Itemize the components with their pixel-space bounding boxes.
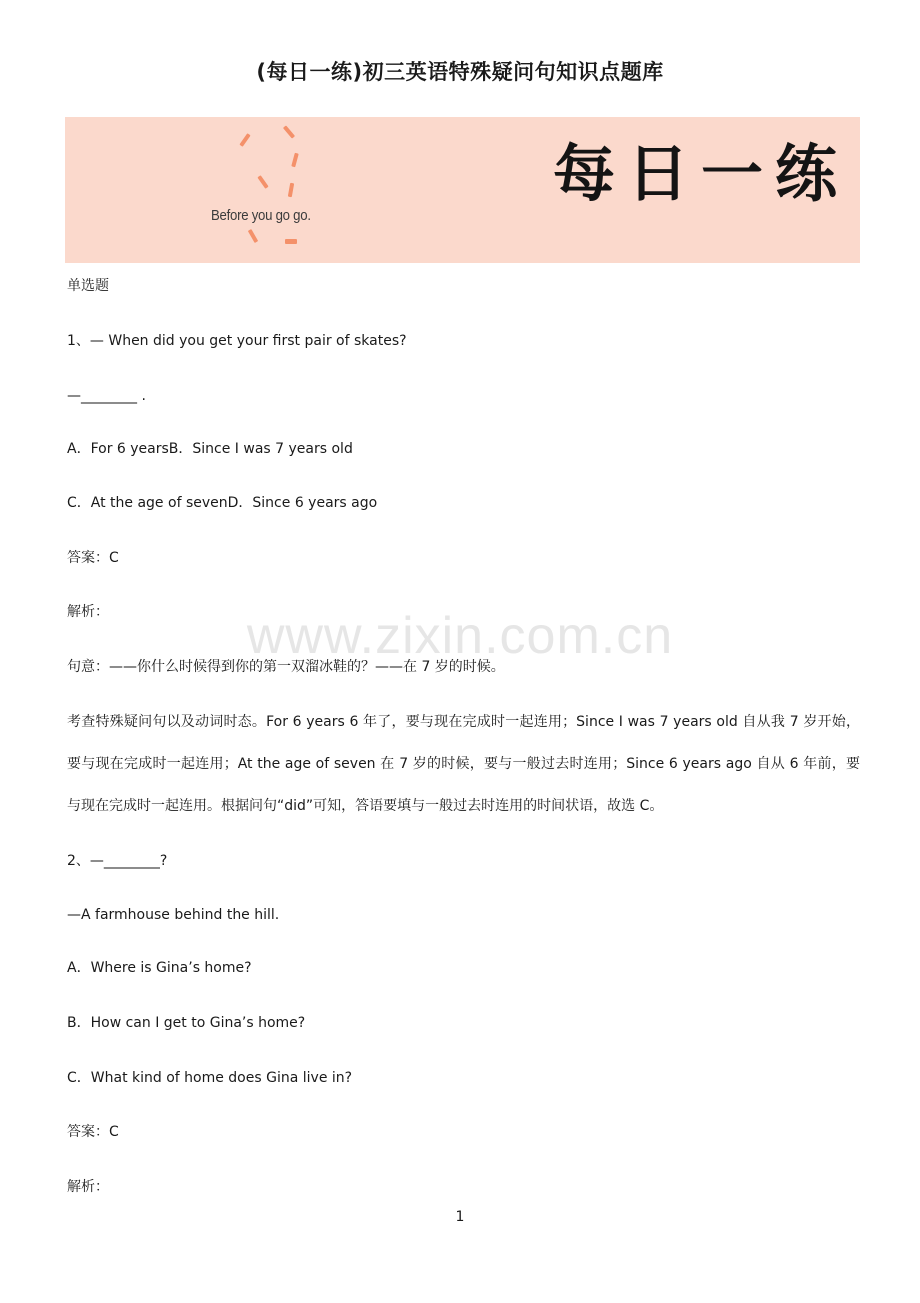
decor-dash-icon [288,183,294,197]
q1-stem: 1、— When did you get your first pair of skates? [67,333,407,349]
q1-options-ab: A．For 6 yearsB．Since I was 7 years old [67,441,353,457]
header-banner [65,117,860,263]
decor-dash-icon [239,133,250,147]
q2-stem: 2、—________? [67,853,168,869]
decor-dash-icon [285,239,297,244]
q1-meaning: 句意：——你什么时候得到你的第一双溜冰鞋的？——在 7 岁的时候。 [67,659,505,675]
q1-explanation: 考查特殊疑问句以及动词时态。For 6 years 6 年了，要与现在完成时一起连用；Since I was 7 years old 自从我 7 岁开始，要与现在完成时一起连用；At the age of seven 在 7 岁的时候，要与一般过去时连用；Since 6 years ago 自从 6 年前，要与现在完成时一起连用。根据问句“did”可知，答语要填与一般过去时连用的时间状语，故选 C。 [67,714,860,814]
decor-dash-icon [257,175,268,189]
q1-analysis-label: 解析： [67,604,109,620]
q1-blank: —________ . [67,388,146,404]
decor-dash-icon [248,229,258,243]
q2-answer: 答案：C [67,1124,119,1140]
q2-analysis-label: 解析： [67,1179,109,1195]
banner-tagline: Before you go go. [211,207,311,224]
decor-dash-icon [283,125,295,138]
q2-option-b: B．How can I get to Gina’s home? [67,1015,306,1031]
q1-options-cd: C．At the age of sevenD．Since 6 years ago [67,495,378,511]
q2-response: —A farmhouse behind the hill. [67,907,280,923]
document-title: (每日一练)初三英语特殊疑问句知识点题库 [256,60,664,84]
banner-brand: 每日一练 [553,137,850,210]
q2-option-a: A．Where is Gina’s home? [67,960,252,976]
section-heading: 单选题 [67,278,109,294]
q1-answer: 答案：C [67,550,119,566]
page-number: 1 [455,1209,465,1225]
q2-option-c: C．What kind of home does Gina live in? [67,1070,353,1086]
watermark: www.zixin.com.cn [246,607,674,665]
decor-dash-icon [291,153,298,168]
